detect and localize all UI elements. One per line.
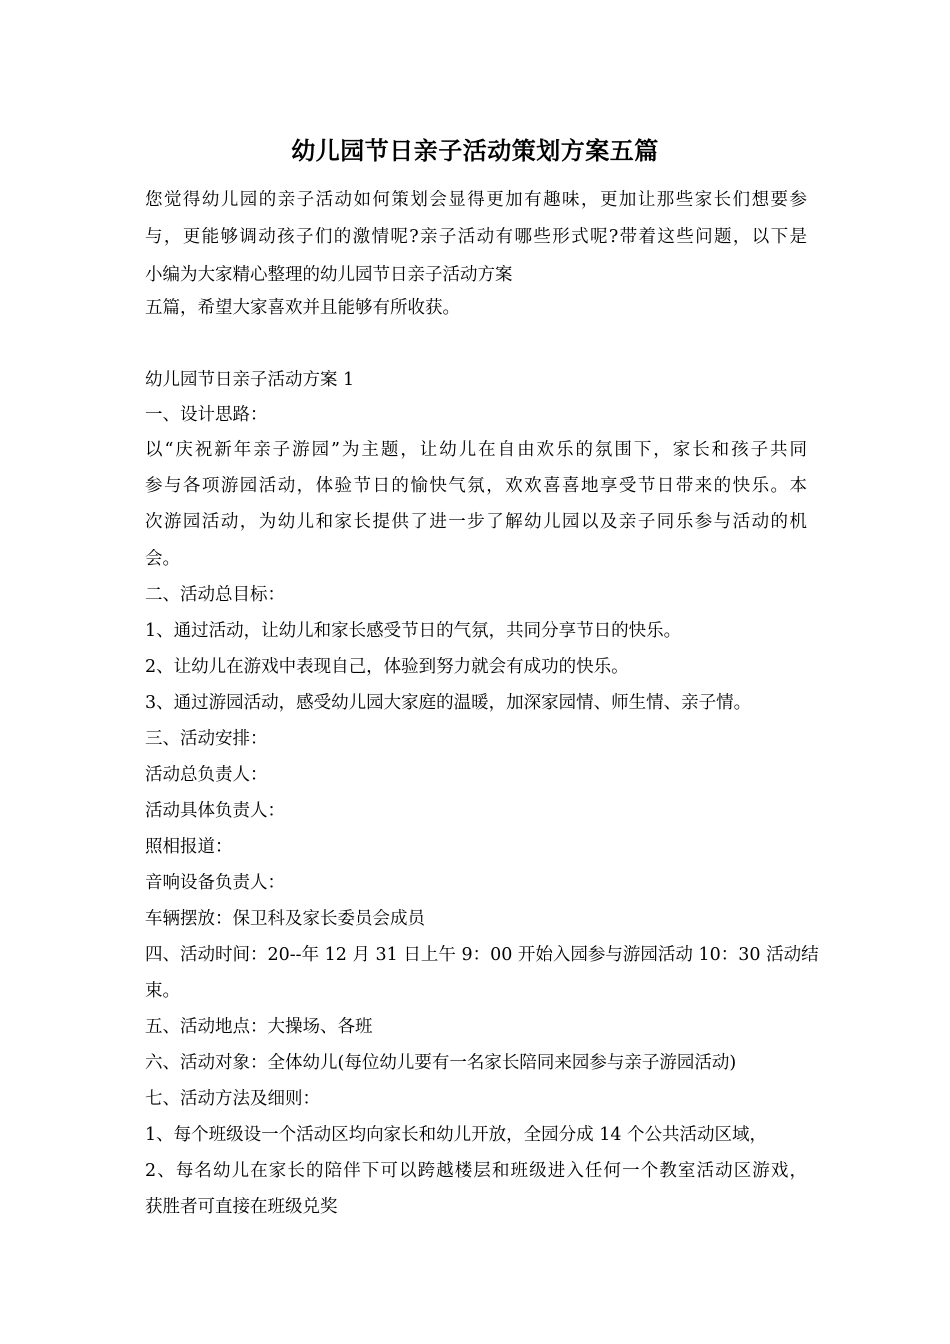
section-heading: 一、设计思路： (145, 405, 268, 425)
paragraph-line: 小编为大家精心整理的幼儿园节日亲子活动方案 (145, 265, 513, 285)
section-heading: 三、活动安排： (145, 729, 268, 749)
paragraph-line: 五篇，希望大家喜欢并且能够有所收获。 (145, 298, 460, 318)
list-item: 2、让幼儿在游戏中表现自己，体验到努力就会有成功的快乐。 (145, 657, 629, 677)
paragraph-line: 与，更能够调动孩子们的激情呢?亲子活动有哪些形式呢?带着这些问题，以下是 (145, 227, 807, 247)
section-heading: 五、活动地点：大操场、各班 (145, 1017, 373, 1037)
paragraph-line: 获胜者可直接在班级兑奖 (145, 1197, 338, 1217)
list-item: 活动具体负责人： (145, 801, 285, 821)
list-item: 1、通过活动，让幼儿和家长感受节日的气氛，共同分享节日的快乐。 (145, 621, 682, 641)
document-title: 幼儿园节日亲子活动策划方案五篇 (291, 136, 659, 165)
section-heading: 六、活动对象：全体幼儿(每位幼儿要有一名家长陪同来园参与亲子游园活动) (145, 1053, 737, 1073)
list-item: 2、每名幼儿在家长的陪伴下可以跨越楼层和班级进入任何一个教室活动区游戏， (145, 1161, 807, 1181)
section-heading: 七、活动方法及细则： (145, 1089, 320, 1109)
paragraph-line: 束。 (145, 981, 180, 1001)
list-item: 3、通过游园活动，感受幼儿园大家庭的温暖，加深家园情、师生情、亲子情。 (145, 693, 752, 713)
list-item: 照相报道： (145, 837, 233, 857)
list-item: 音响设备负责人： (145, 873, 285, 893)
list-item: 活动总负责人： (145, 765, 268, 785)
paragraph-line: 您觉得幼儿园的亲子活动如何策划会显得更加有趣味，更加让那些家长们想要参 (145, 190, 807, 210)
paragraph-line: 会。 (145, 549, 180, 569)
section-heading: 幼儿园节日亲子活动方案 1 (145, 370, 355, 390)
section-heading: 二、活动总目标： (145, 585, 285, 605)
paragraph-line: 四、活动时间：20--年 12 月 31 日上午 9：00 开始入园参与游园活动 10：30 活动结 (145, 945, 819, 965)
paragraph-line: 参与各项游园活动，体验节日的愉快气氛，欢欢喜喜地享受节日带来的快乐。本 (145, 476, 807, 496)
list-item: 1、每个班级设一个活动区均向家长和幼儿开放，全园分成 14 个公共活动区域， (145, 1125, 768, 1145)
paragraph-line: 以“庆祝新年亲子游园”为主题，让幼儿在自由欢乐的氛围下，家长和孩子共同 (145, 440, 807, 460)
list-item: 车辆摆放：保卫科及家长委员会成员 (145, 909, 425, 929)
paragraph-line: 次游园活动，为幼儿和家长提供了进一步了解幼儿园以及亲子同乐参与活动的机 (145, 512, 807, 532)
